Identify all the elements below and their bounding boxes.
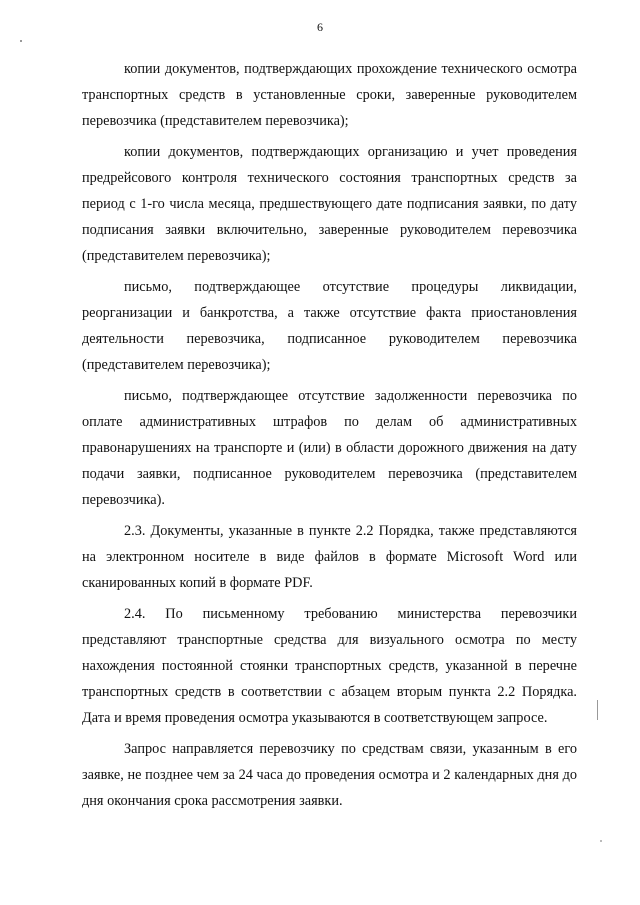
scan-artifact-dot <box>20 40 22 42</box>
paragraph-tech-inspection-copies: копии документов, подтверждающих прохождение технического осмотра транспортных средств в установленные сроки, заверенные руководителем перевозчика (представителем перевозчика); <box>82 61 577 129</box>
paragraph-no-liquidation-letter: письмо, подтверждающее отсутствие процедуры ликвидации, реорганизации и банкротства, а также отсутствие факта приостановления деятельности перевозчика, подписанное руководителем перевозчика (представителем перевозчика); <box>82 279 577 373</box>
paragraph-no-debt-letter: письмо, подтверждающее отсутствие задолженности перевозчика по оплате административных штрафов по делам об административных правонарушениях на транспорте и (или) в области дорожного движения на дату подачи заявки, подписанное руководителем перевозчика (представителем перевозчика). <box>82 388 577 508</box>
scan-artifact-mark <box>597 700 598 720</box>
page-number: 6 <box>317 20 323 34</box>
document-body <box>82 56 577 814</box>
paragraph-2-3-electronic-copies: 2.3. Документы, указанные в пункте 2.2 Порядка, также представляются на электронном носителе в виде файлов в формате Microsoft Word или сканированных копий в формате PDF. <box>82 523 577 591</box>
paragraph-2-4-visual-inspection: 2.4. По письменному требованию министерства перевозчики представляют транспортные средства для визуального осмотра по месту нахождения постоянной стоянки транспортных средств, указанной в перечне транспортных средств в соответствии с абзацем вторым пункта 2.2 Порядка. Дата и время проведения осмотра указываются в соответствующем запросе. <box>82 606 577 726</box>
scan-artifact-dot <box>600 840 602 842</box>
paragraph-request-notice: Запрос направляется перевозчику по средствам связи, указанным в его заявке, не позднее чем за 24 часа до проведения осмотра и 2 календарных дня до дня окончания срока рассмотрения заявки. <box>82 741 577 809</box>
paragraph-pretrip-control-copies: копии документов, подтверждающих организацию и учет проведения предрейсового контроля технического состояния транспортных средств за период с 1-го числа месяца, предшествующего дате подписания заявки, по дату подписания заявки включительно, заверенные руководителем перевозчика (представителем перевозчика); <box>82 144 577 264</box>
